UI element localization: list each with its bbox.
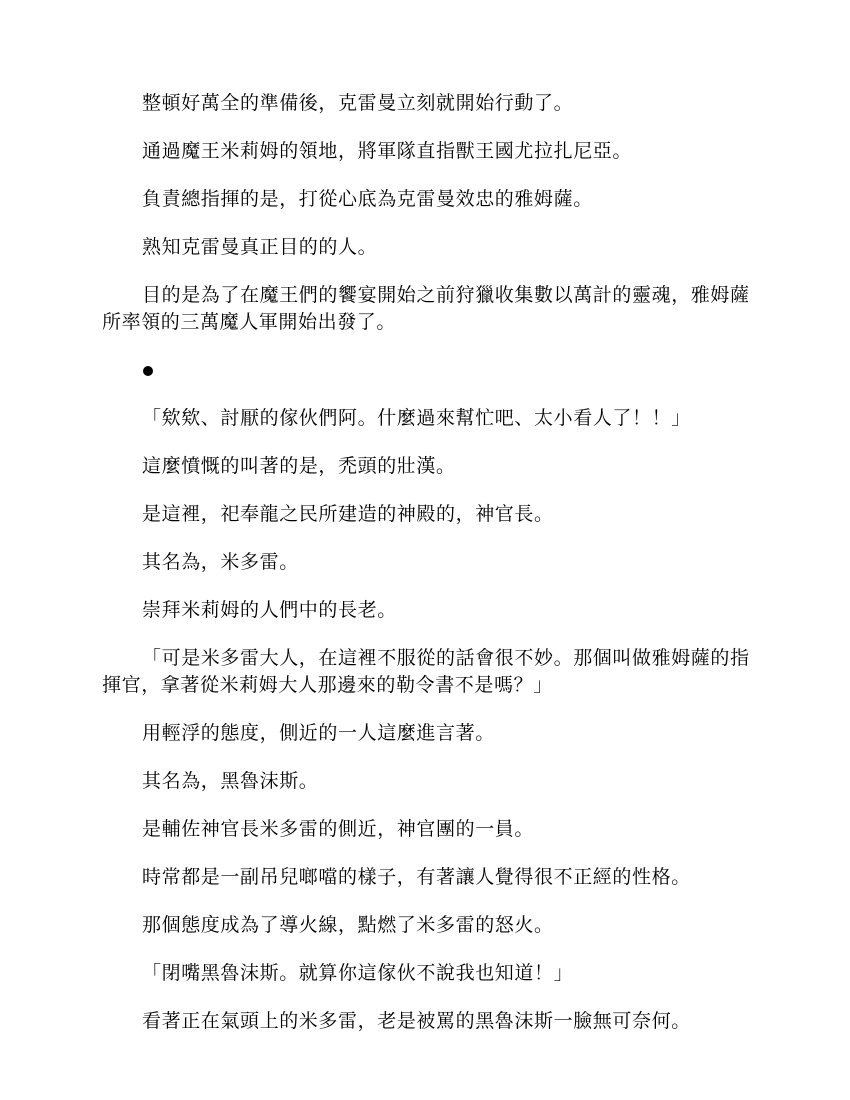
paragraph: 目的是為了在魔王們的饗宴開始之前狩獵收集數以萬計的靈魂，雅姆薩所率領的三萬魔人軍開始出發了。 [102,284,750,333]
paragraph: 通過魔王米莉姆的領地，將軍隊直指獸王國尤拉扎尼亞。 [142,140,633,162]
bullet-icon [143,366,153,376]
paragraph: 整頓好萬全的準備後，克雷曼立刻就開始行動了。 [142,92,574,114]
paragraph: 是這裡，祀奉龍之民所建造的神殿的，神官長。 [142,503,554,525]
paragraph: 「閉嘴黑魯沫斯。就算你這傢伙不說我也知道！」 [142,962,574,984]
paragraph: 其名為，黑魯沫斯。 [142,770,319,792]
paragraph: 「欸欸、討厭的傢伙們阿。什麼過來幫忙吧、太小看人了！！」 [142,407,691,429]
paragraph: 熟知克雷曼真正目的的人。 [142,236,378,258]
paragraph: 「可是米多雷大人，在這裡不服從的話會很不妙。那個叫做雅姆薩的指揮官，拿著從米莉姆大人那邊來的勒令書不是嗎？」 [102,647,750,696]
text-body [102,90,752,1056]
paragraph: 其名為，米多雷。 [142,551,299,573]
paragraph: 崇拜米莉姆的人們中的長老。 [142,599,397,621]
paragraph: 時常都是一副吊兒啷噹的樣子，有著讓人覺得很不正經的性格。 [142,866,691,888]
paragraph: 那個態度成為了導火線，點燃了米多雷的怒火。 [142,914,554,936]
paragraph: 負責總指揮的是，打從心底為克雷曼效忠的雅姆薩。 [142,188,593,210]
paragraph: 看著正在氣頭上的米多雷，老是被罵的黑魯沫斯一臉無可奈何。 [142,1010,691,1032]
paragraph: 這麼憤慨的叫著的是，禿頭的壯漢。 [142,455,456,477]
paragraph: 是輔佐神官長米多雷的側近，神官團的一員。 [142,818,535,840]
paragraph: 用輕浮的態度，側近的一人這麼進言著。 [142,722,495,744]
section-break [102,357,752,384]
